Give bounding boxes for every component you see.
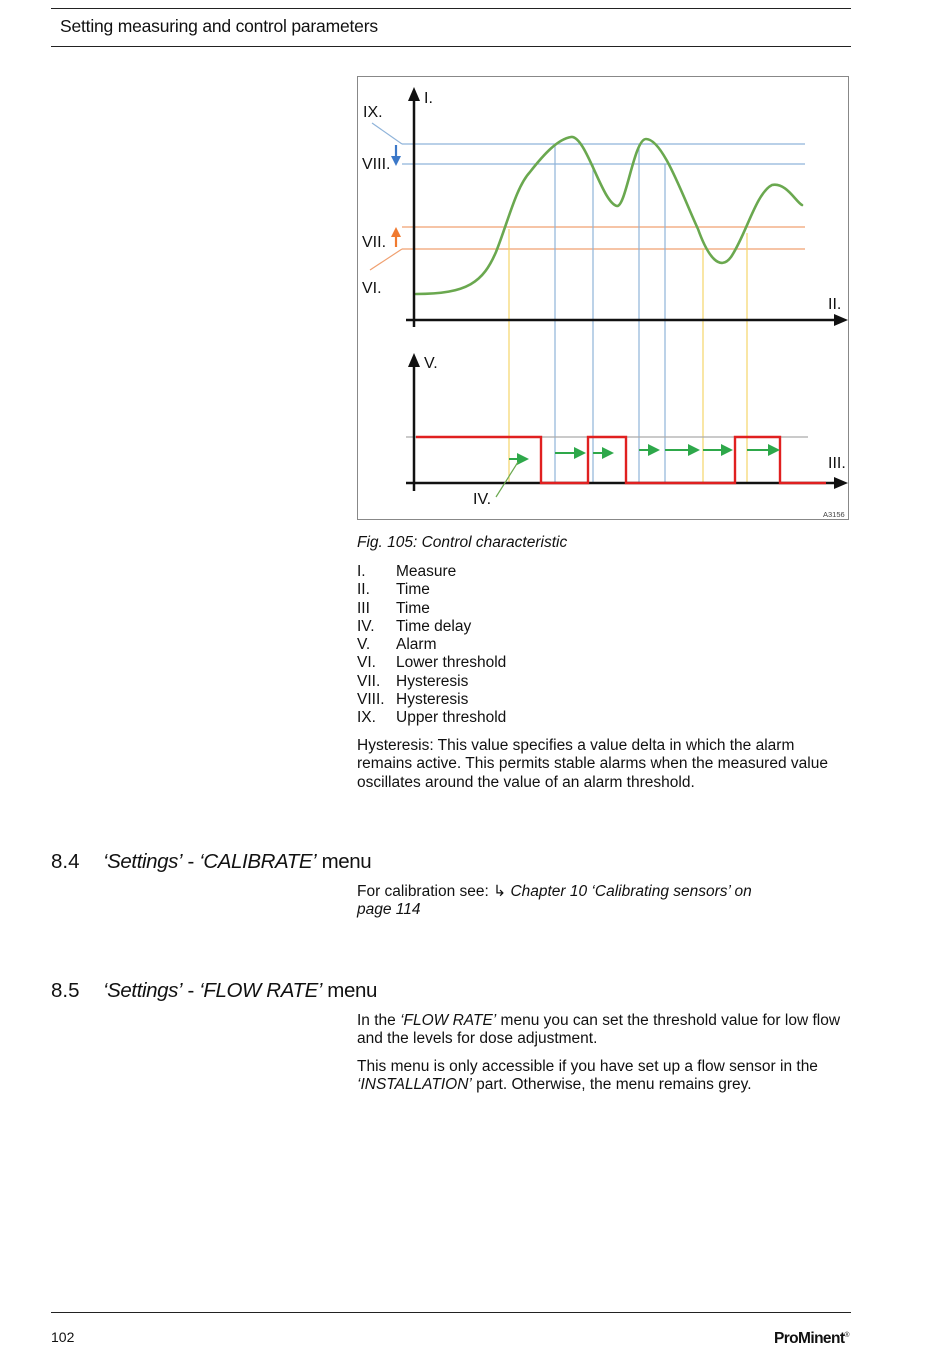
- footer-rule: [51, 1312, 851, 1313]
- label-viii: VIII.: [362, 156, 391, 173]
- alarm-axis-arrowhead: [408, 353, 420, 367]
- legend-item: I. Measure: [357, 563, 457, 580]
- header-bottom-rule: [51, 46, 851, 47]
- hysteresis-paragraph: Hysteresis: This value specifies a value delta in which the alarm remains active. This permits stable alarms when the measured value oscillates around the value of an alarm threshold.: [357, 737, 828, 791]
- vi-leader-line: [370, 249, 402, 270]
- calibration-reference: For calibration see: ↳ Chapter 10 ‘Calibrating sensors’ on page 114: [357, 883, 752, 919]
- time-axis-top-arrowhead: [834, 314, 848, 326]
- label-vi: VI.: [362, 280, 382, 297]
- flow-rate-paragraph-1: In the ‘FLOW RATE’ menu you can set the threshold value for low flow and the levels for dose adjustment.: [357, 1012, 845, 1048]
- section-8-5-title: ‘Settings’ - ‘FLOW RATE’ menu: [103, 979, 377, 1002]
- page-number: 102: [51, 1329, 75, 1345]
- figure-caption: Fig. 105: Control characteristic: [357, 534, 568, 551]
- calibrating-sensors-link[interactable]: Chapter 10 ‘Calibrating sensors’ on page 114: [357, 883, 752, 919]
- time-delay-arrows: [509, 444, 780, 465]
- control-characteristic-figure: [357, 76, 849, 520]
- time-axis-bottom-arrowhead: [834, 477, 848, 489]
- measure-curve: [416, 137, 802, 294]
- label-v: V.: [424, 355, 438, 372]
- legend-item: V. Alarm: [357, 636, 437, 654]
- legend-item: II. Time: [357, 581, 430, 599]
- legend-item: VI. Lower threshold: [357, 654, 507, 672]
- label-iii: III.: [828, 455, 846, 472]
- iv-leader-line: [496, 462, 518, 497]
- label-vii: VII.: [362, 234, 387, 251]
- section-8-5-number: 8.5: [51, 979, 80, 1002]
- label-i: I.: [424, 90, 433, 107]
- figure-legend: [357, 563, 506, 728]
- legend-item: IV. Time delay: [357, 617, 472, 635]
- label-iv: IV.: [473, 491, 492, 508]
- measure-axis-arrowhead: [408, 87, 420, 101]
- section-8-4-number: 8.4: [51, 850, 80, 873]
- ix-leader-line: [372, 123, 402, 144]
- legend-item: VII. Hysteresis: [357, 672, 469, 690]
- cross-reference-icon: ↳: [493, 883, 507, 900]
- label-ix: IX.: [363, 104, 383, 121]
- blue-crossing-lines: [555, 144, 665, 483]
- down-arrow-icon: [391, 156, 401, 166]
- flow-rate-paragraph-2: This menu is only accessible if you have set up a flow sensor in the ‘INSTALLATION’ part. Otherwise, the menu remains grey.: [357, 1058, 823, 1094]
- alarm-signal: [416, 437, 826, 483]
- legend-item: VIII. Hysteresis: [357, 691, 469, 709]
- up-arrow-icon: [391, 227, 401, 237]
- header-title: Setting measuring and control parameters: [60, 16, 378, 36]
- control-characteristic-diagram: [358, 77, 850, 521]
- legend-item: IX. Upper threshold: [357, 709, 507, 727]
- label-ii: II.: [828, 296, 842, 313]
- section-8-4-title: ‘Settings’ - ‘CALIBRATE’ menu: [103, 850, 372, 873]
- prominent-logo: ProMinent®: [774, 1330, 849, 1347]
- legend-item: III Time: [357, 599, 430, 617]
- figure-id: A3156: [823, 510, 845, 519]
- yellow-crossing-lines: [509, 229, 747, 483]
- header-top-rule: [51, 8, 851, 9]
